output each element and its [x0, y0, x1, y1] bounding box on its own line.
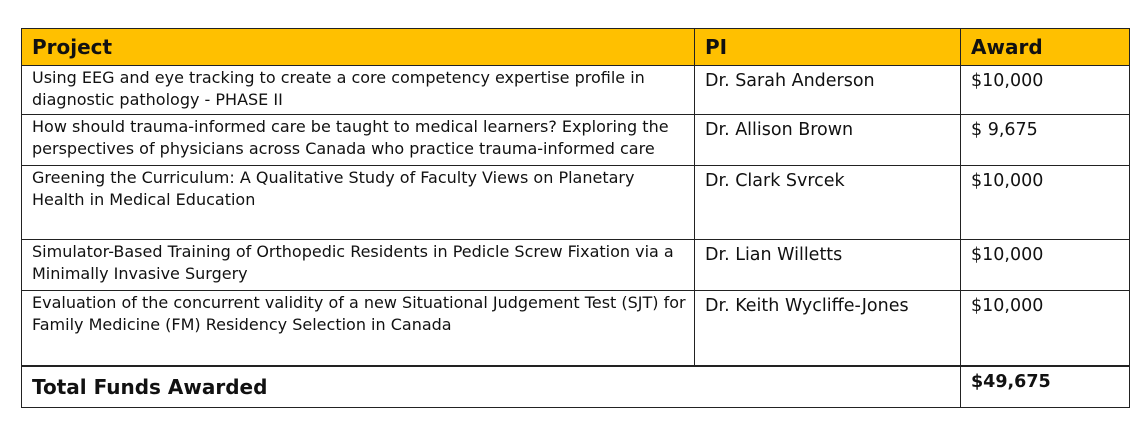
- awards-table: [21, 28, 1130, 408]
- table-header-row: [22, 29, 1130, 66]
- total-value: $49,675: [971, 372, 1051, 392]
- project-title: Evaluation of the concurrent validity of a new Situational Judgement Test (SJT) for Family Medicine (FM) Residency Selection in Canada: [32, 293, 686, 334]
- header-award: [961, 29, 1130, 66]
- pi-name: Dr. Clark Svrcek: [705, 171, 845, 191]
- pi-cell: [695, 166, 961, 240]
- pi-cell: [695, 115, 961, 166]
- pi-name: Dr. Allison Brown: [705, 120, 854, 140]
- award-amount: $10,000: [971, 171, 1044, 191]
- project-title: How should trauma-informed care be taught to medical learners? Exploring the perspectives of physicians across Canada who practice trauma-informed care: [32, 117, 669, 158]
- table-row: [22, 166, 1130, 240]
- header-pi-label: PI: [705, 35, 728, 59]
- table-row: [22, 291, 1130, 367]
- total-label-cell: [22, 366, 961, 408]
- table-row: [22, 240, 1130, 291]
- award-cell: [961, 291, 1130, 367]
- project-title: Simulator-Based Training of Orthopedic Residents in Pedicle Screw Fixation via a Minimally Invasive Surgery: [32, 242, 674, 283]
- award-cell: [961, 115, 1130, 166]
- pi-cell: [695, 66, 961, 115]
- total-row: [22, 366, 1130, 408]
- pi-name: Dr. Lian Willetts: [705, 245, 843, 265]
- table-row: [22, 66, 1130, 115]
- table-row: [22, 115, 1130, 166]
- pi-name: Dr. Keith Wycliffe-Jones: [705, 296, 909, 316]
- project-title: Using EEG and eye tracking to create a core competency expertise profile in diagnostic pathology - PHASE II: [32, 68, 645, 109]
- award-cell: [961, 166, 1130, 240]
- project-cell: [22, 166, 695, 240]
- award-amount: $10,000: [971, 71, 1044, 91]
- project-cell: [22, 240, 695, 291]
- project-title: Greening the Curriculum: A Qualitative Study of Faculty Views on Planetary Health in Medical Education: [32, 168, 635, 209]
- total-label: Total Funds Awarded: [32, 375, 268, 399]
- project-cell: [22, 115, 695, 166]
- award-amount: $ 9,675: [971, 120, 1038, 140]
- award-amount: $10,000: [971, 245, 1044, 265]
- pi-cell: [695, 240, 961, 291]
- award-cell: [961, 66, 1130, 115]
- project-cell: [22, 66, 695, 115]
- header-award-label: Award: [971, 35, 1043, 59]
- pi-name: Dr. Sarah Anderson: [705, 71, 875, 91]
- award-cell: [961, 240, 1130, 291]
- pi-cell: [695, 291, 961, 367]
- header-pi: [695, 29, 961, 66]
- header-project: [22, 29, 695, 66]
- award-amount: $10,000: [971, 296, 1044, 316]
- total-value-cell: [961, 366, 1130, 408]
- header-project-label: Project: [32, 35, 113, 59]
- project-cell: [22, 291, 695, 367]
